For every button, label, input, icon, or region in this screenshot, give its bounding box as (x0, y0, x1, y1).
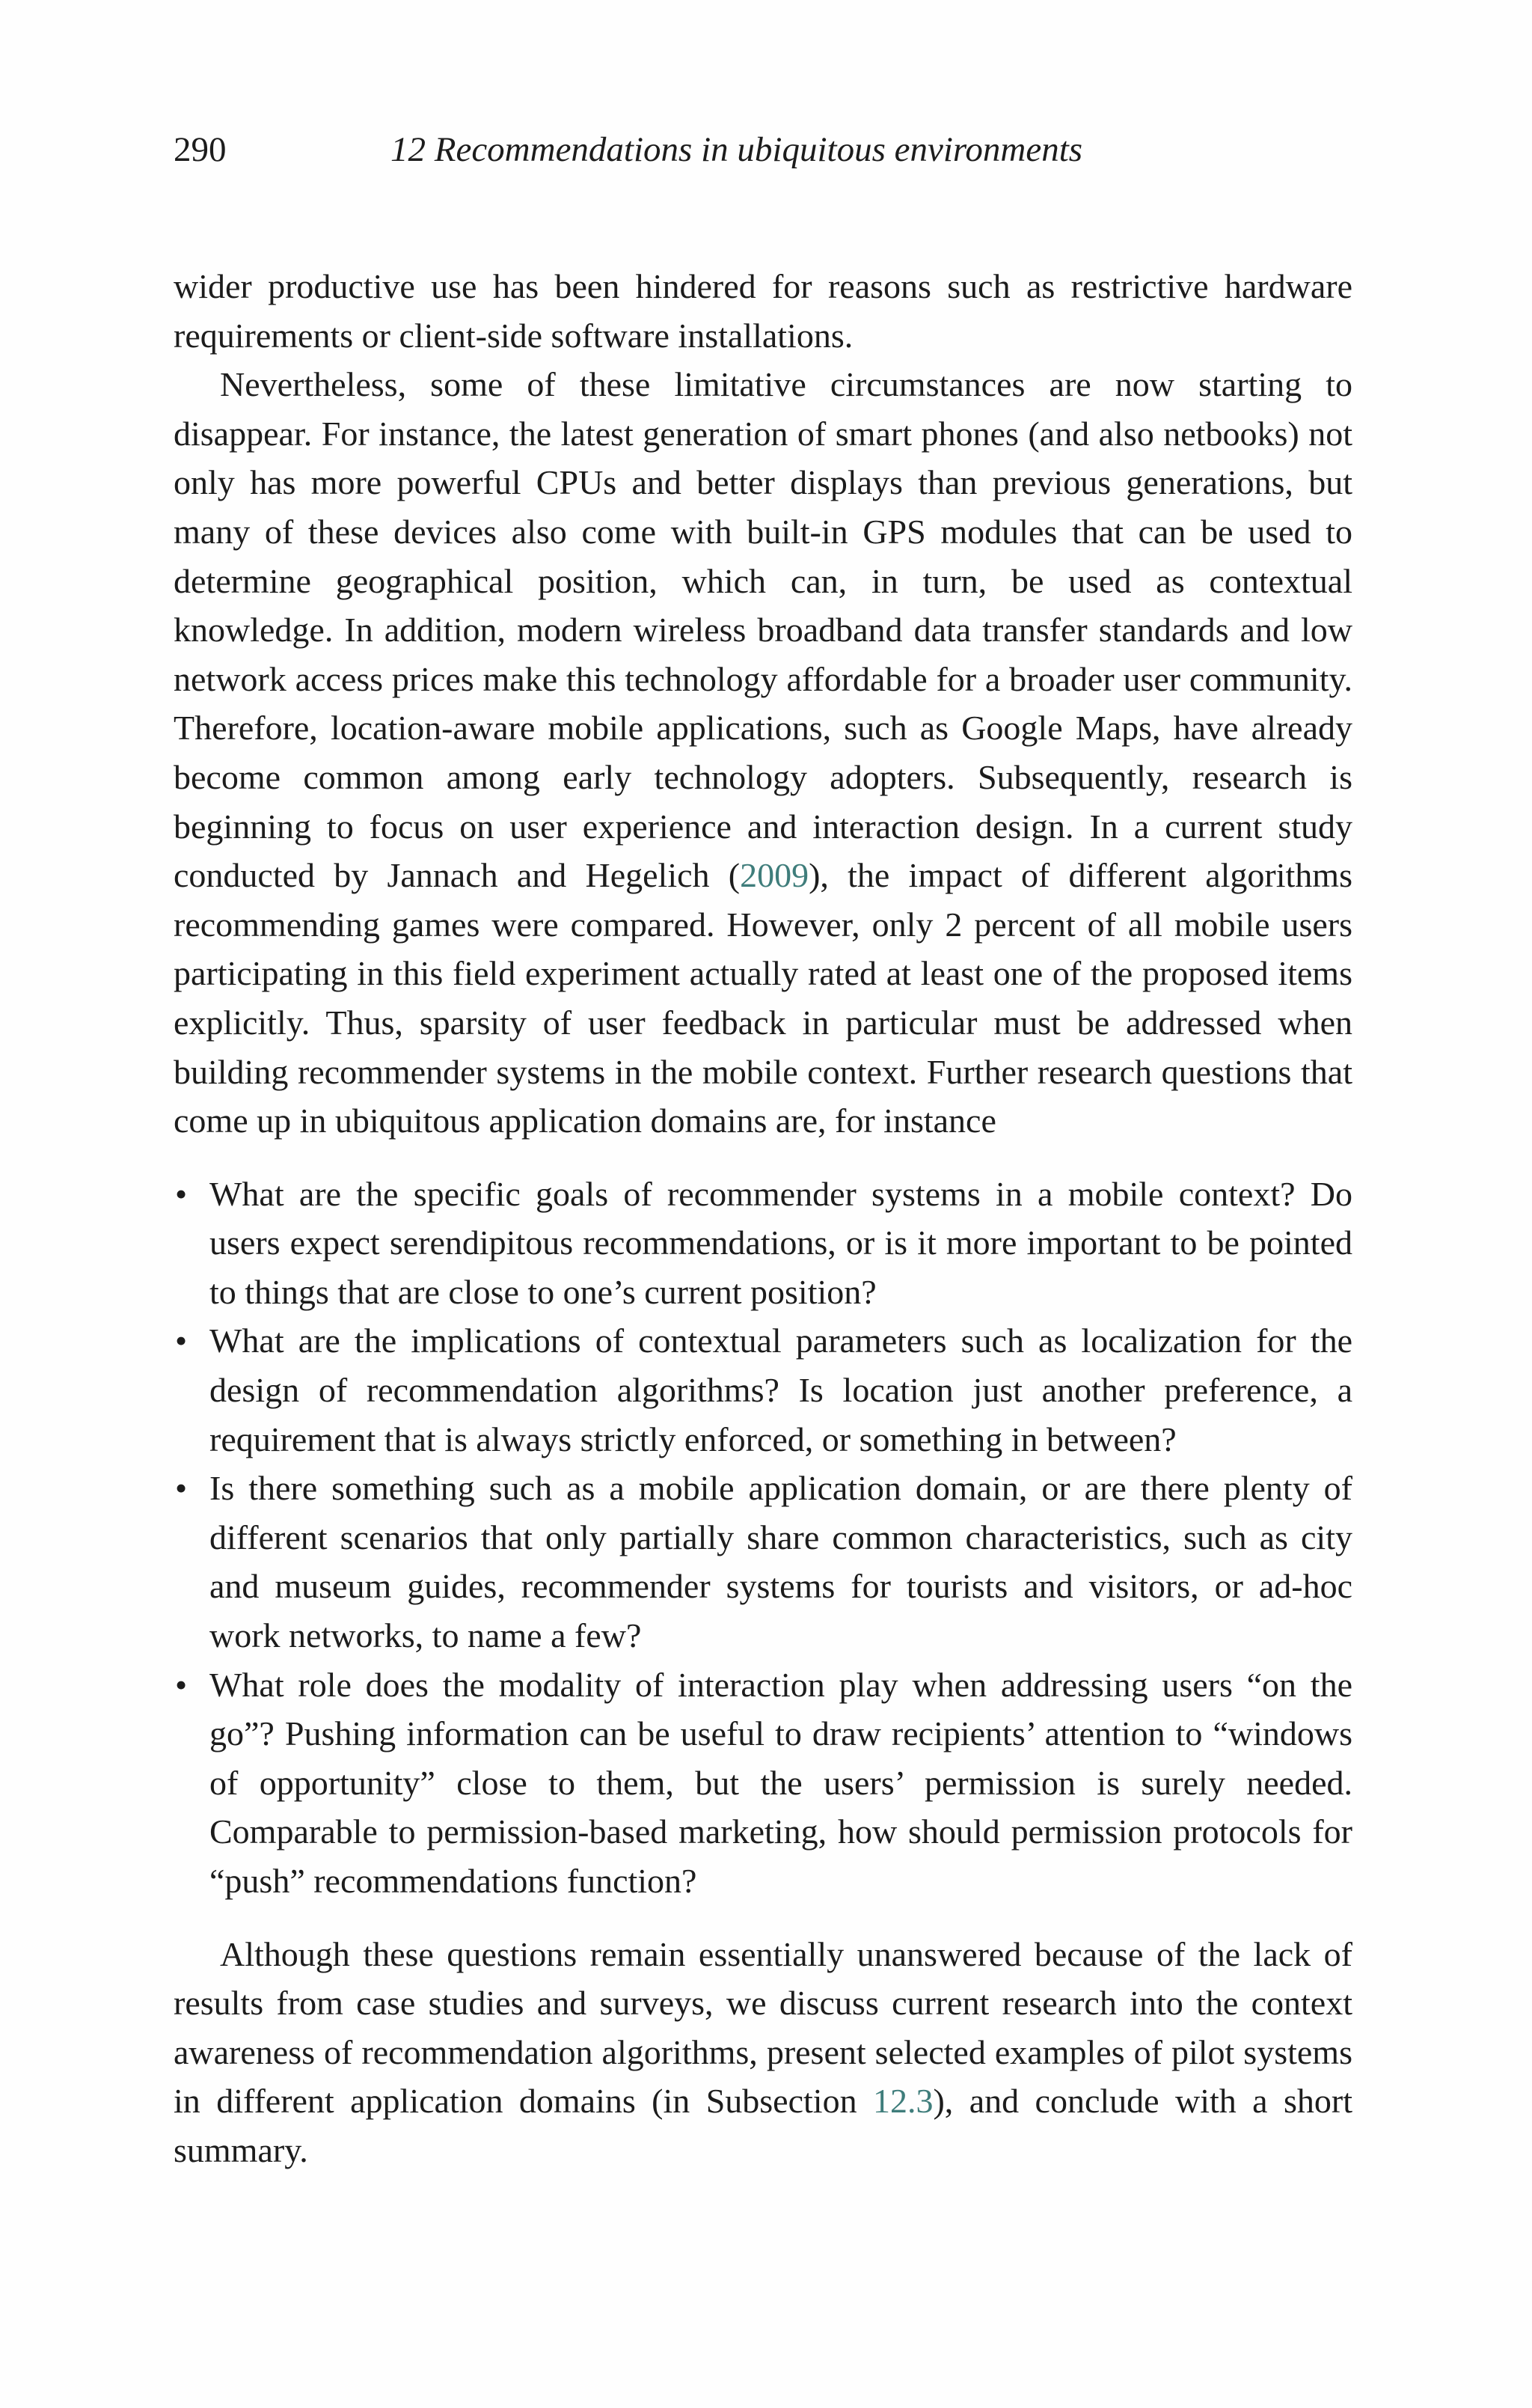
paragraph-text: Although these questions remain essentially unanswered because of the lack of results from case studies and surveys, we discuss current research into the context awareness of recommendation algorithms, present selected examples of pilot systems in different application domains (in Subsection (174, 1934, 1352, 2121)
list-item-text: What are the implications of contextual parameters such as localization for the design of recommendation algorithms? Is location just another preference, a requirement that is always strictly enforced, or something in between? (209, 1321, 1352, 1458)
bullet-icon: • (175, 1174, 188, 1213)
list-item-text: Is there something such as a mobile application domain, or are there plenty of different scenarios that only partially share common characteristics, such as city and museum guides, recommender systems for tourists and visitors, or ad-hoc work networks, to name a few? (209, 1469, 1352, 1655)
paragraph-text: ), and conclude with a short summary. (174, 2082, 1352, 2169)
paragraph-continuation: wider productive use has been hindered for reasons such as restrictive hardware requirements or client-side software installations. (174, 267, 1352, 355)
research-questions-list (174, 1170, 1352, 1906)
running-head (174, 127, 1355, 172)
list-item (174, 1170, 1352, 1317)
paragraph-text: Nevertheless, some of these limitative circumstances are now starting to disappear. For instance, the latest generation of smart phones (and also netbooks) not only has more powerful CPUs and better displays than previous generations, but many of these devices also come with built-in GPS modules that can be used to determine geographical position, which can, in turn, be used as contextual knowledge. In addition, modern wireless broadband data transfer standards and low network access prices make this technology affordable for a broader user community. Therefore, location-aware mobile applications, such as Google Maps, have already become common among early technology adopters. Subsequently, research is beginning to focus on user experience and interaction design. In a current study conducted by Jannach and Hegelich ( (174, 365, 1352, 895)
list-item (174, 1660, 1352, 1906)
bullet-icon: • (175, 1469, 188, 1508)
page-body (174, 262, 1352, 2175)
paragraph-context-intro (174, 360, 1352, 1146)
list-item (174, 1316, 1352, 1464)
bullet-icon: • (175, 1665, 188, 1704)
paragraph-conclusion (174, 1930, 1352, 2175)
list-item (174, 1464, 1352, 1660)
page-number: 290 (174, 130, 227, 169)
list-item-text: What are the specific goals of recommender systems in a mobile context? Do users expect serendipitous recommendations, or is it more important to be pointed to things that are close to one’s current position? (209, 1174, 1352, 1311)
paragraph-text: ), the impact of different algorithms recommending games were compared. However, only 2 percent of all mobile users participating in this field experiment actually rated at least one of the proposed items explicitly. Thus, sparsity of user feedback in particular must be addressed when building recommender systems in the mobile context. Further research questions that come up in ubiquitous application domains are, for instance (174, 856, 1352, 1140)
chapter-running-title: 12 Recommendations in ubiquitous environments (390, 130, 1083, 169)
bullet-icon: • (175, 1321, 188, 1360)
subsection-link-12-3[interactable]: 12.3 (872, 2082, 934, 2121)
list-item-text: What role does the modality of interaction play when addressing users “on the go”? Pushing information can be useful to draw recipients’ attention to “windows of opportunity” close to them, but the users’ permission is surely needed. Comparable to permission-based marketing, how should permission protocols for “push” recommendations function? (209, 1665, 1352, 1900)
citation-link-2009[interactable]: 2009 (740, 856, 809, 895)
